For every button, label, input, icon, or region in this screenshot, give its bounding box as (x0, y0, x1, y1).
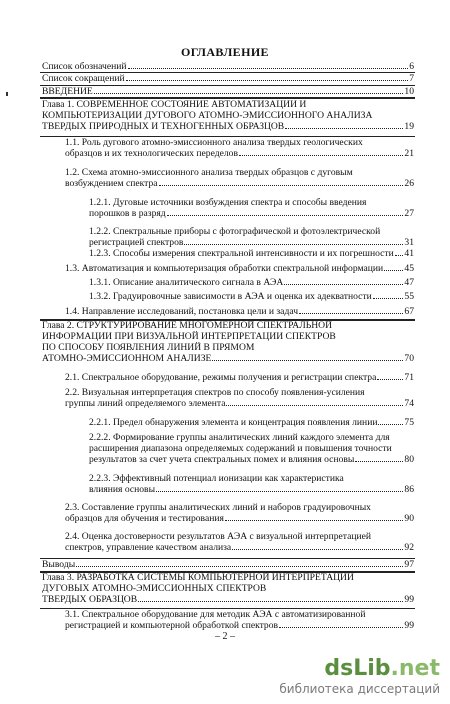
toc-entry-line: возбуждением спектра (65, 178, 158, 189)
toc-entry-line: 1.3. Автоматизация и компьютеризация обработки спектральной информации (65, 263, 384, 274)
toc-page-number: 45 (404, 263, 414, 274)
toc-entry-leader-line (89, 248, 414, 259)
page-title: ОГЛАВЛЕНИЕ (181, 45, 269, 59)
toc-entry (65, 167, 414, 189)
toc-entry (65, 137, 414, 159)
toc-page-number: 41 (404, 248, 414, 259)
toc-entry (89, 473, 414, 495)
toc-entry-line: 2.4. Оценка достоверности результатов АЭА с визуальной интерпретацией (65, 531, 372, 542)
toc-entry-leader-line (89, 454, 414, 465)
toc-page-number: 6 (409, 61, 414, 72)
toc-entry-line: регистрацией спектров (89, 237, 184, 248)
toc-entry-line: 1.2.1. Дуговые источники возбуждения спектра и способы введения (89, 197, 367, 208)
watermark-subtitle: библиотека диссертаций (279, 682, 440, 696)
toc-entry (42, 61, 414, 72)
toc-entry-leader-line (65, 398, 414, 409)
toc-entry-line: 1.1. Роль дугового атомно-эмиссионного анализа твердых геологических (65, 137, 363, 148)
toc-entry-leader-line (65, 620, 414, 631)
toc-entry (65, 372, 414, 383)
toc-page-number: 97 (404, 559, 414, 570)
toc-entry-line: результатов за счет учета спектральных помех и влияния основы (89, 454, 355, 465)
toc-entry-leader-line (89, 484, 414, 495)
toc-entry-line: ДУГОВЫХ АТОМНО-ЭМИССИОННЫХ СПЕКТРОВ (42, 583, 267, 594)
toc-page-number: 92 (404, 542, 414, 553)
toc-entry-line: 1.2.3. Способы измерения спектральной интенсивности и их погрешности (89, 248, 394, 259)
toc-page-number: 74 (404, 398, 414, 409)
toc-page-number: 71 (404, 372, 414, 383)
toc-entry (65, 387, 414, 409)
ruled-line (40, 85, 415, 86)
toc-page-number: 67 (404, 306, 414, 317)
dot-leader (373, 297, 404, 299)
toc-entry (65, 306, 414, 317)
toc-page-number: 47 (404, 277, 414, 288)
ruled-line (40, 136, 415, 137)
toc-page-number: 75 (404, 417, 414, 428)
toc-entry-leader-line (65, 178, 414, 189)
toc-entry-line: АТОМНО-ЭМИССИОННОМ АНАЛИЗЕ (42, 353, 212, 364)
toc-entry-line: Список сокращений (42, 73, 125, 84)
toc-entry (89, 248, 414, 259)
dot-leader (384, 269, 403, 271)
dot-leader (212, 359, 403, 361)
dot-leader (94, 92, 404, 94)
toc-entry-line: 2.3. Составление группы аналитических линий и наборов градуировочных (65, 502, 371, 513)
toc-entry-line: ВВЕДЕНИЕ (42, 86, 93, 97)
toc-entry-line: 2.2.3. Эффективный потенциал ионизации как характеристика (89, 473, 344, 484)
toc-entry-leader-line (89, 277, 414, 288)
toc-entry (65, 609, 414, 631)
page-number: – 2 – (215, 631, 235, 642)
toc-entry (65, 263, 414, 274)
toc-entry-line: 2.1. Спектральное оборудование, режимы получения и регистрации спектра (65, 372, 377, 383)
toc-page-number: 21 (404, 148, 414, 159)
toc-entry (65, 502, 414, 524)
toc-entry-line: 1.2.2. Спектральные приборы с фотографической и фотоэлектрической (89, 226, 381, 237)
toc-entry-line: образцов и их технологических переделов (65, 148, 238, 159)
toc-entry-leader-line (89, 291, 414, 302)
toc-entry-line: порошков в разряд (89, 208, 166, 219)
ruled-line (40, 558, 415, 559)
toc-entry-line: 1.3.2. Градуировочные зависимости в АЭА и оценка их адекватности (89, 291, 372, 302)
dot-leader (239, 154, 403, 156)
toc-page-number: 10 (404, 86, 414, 97)
toc-entry-line: КОМПЬЮТЕРИЗАЦИИ ДУГОВОГО АТОМНО-ЭМИССИОННОГО АНАЛИЗА (42, 110, 373, 121)
toc-entry (42, 559, 414, 570)
watermark (279, 657, 440, 696)
dot-leader (167, 214, 404, 216)
toc-entry-line: 1.3.1. Описание аналитического сигнала в АЭА (89, 277, 284, 288)
ruled-line (40, 608, 415, 609)
toc-entry-leader-line (65, 148, 414, 159)
toc-entry-line: ТВЕРДЫХ ОБРАЗЦОВ (42, 594, 138, 605)
toc-entry-line: 2.2.2. Формирование группы аналитических линий каждого элемента для (89, 432, 390, 443)
toc-entry-line: Глава 1. СОВРЕМЕННОЕ СОСТОЯНИЕ АВТОМАТИЗАЦИИ И (42, 99, 307, 110)
toc-page-number: 70 (404, 353, 414, 364)
toc-entry-leader-line (42, 121, 414, 132)
toc-entry-leader-line (89, 208, 414, 219)
toc-entry-line: образцов для обучения и тестирования (65, 513, 224, 524)
dot-leader (395, 254, 404, 256)
toc-entry (89, 226, 414, 248)
toc-page-number: 19 (404, 121, 414, 132)
toc-entry-leader-line (42, 61, 414, 72)
toc-entry (65, 531, 414, 553)
toc-entry-leader-line (42, 594, 414, 605)
toc-page-number: 26 (404, 178, 414, 189)
toc-entry-line: влияния основы (89, 484, 156, 495)
dot-leader (355, 460, 403, 462)
toc-chapter-entry (42, 320, 414, 364)
toc-entry (89, 277, 414, 288)
toc-chapter-entry (42, 572, 414, 605)
toc-entry-leader-line (42, 353, 414, 364)
dot-leader (299, 312, 403, 314)
toc-entry-leader-line (42, 559, 414, 570)
toc-entry-leader-line (42, 73, 414, 84)
toc-entry-leader-line (65, 372, 414, 383)
toc-entry (89, 197, 414, 219)
toc-page-number: 31 (404, 237, 414, 248)
dot-leader (126, 79, 409, 81)
dot-leader (279, 626, 403, 628)
dot-leader (184, 243, 403, 245)
toc-entry-line: группы линий определяемого элемента (65, 398, 226, 409)
toc-entry-line: 3.1. Спектральное оборудование для методик АЭА с автоматизированной (65, 609, 366, 620)
dot-leader (232, 548, 403, 550)
toc-entry-leader-line (65, 513, 414, 524)
toc-entry-line: Глава 2. СТРУКТУРИРОВАНИЕ МНОГОМЕРНОЙ СПЕКТРАЛЬНОЙ (42, 320, 333, 331)
toc-entry (42, 86, 414, 97)
toc-entry (89, 417, 414, 428)
ruled-line (40, 572, 415, 573)
toc-page-number: 99 (404, 620, 414, 631)
toc-entry (89, 432, 414, 465)
toc-entry-leader-line (89, 417, 414, 428)
toc-page-number: 27 (404, 208, 414, 219)
toc-entry-leader-line (42, 86, 414, 97)
toc-chapter-entry (42, 99, 414, 132)
toc-entry-line: 1.2. Схема атомно-эмиссионного анализа твердых образцов с дуговым (65, 167, 353, 178)
dot-leader (159, 184, 404, 186)
toc-entry-leader-line (89, 237, 414, 248)
toc-page-number: 55 (404, 291, 414, 302)
dot-leader (284, 283, 403, 285)
toc-entry-leader-line (65, 306, 414, 317)
dot-leader (156, 490, 403, 492)
dot-leader (128, 67, 409, 69)
toc-entry-line: 2.2. Визуальная интерпретация спектров по способу появления-усиления (65, 387, 365, 398)
ruled-line (40, 72, 415, 73)
toc-entry (89, 291, 414, 302)
dot-leader (377, 378, 403, 380)
dot-leader (378, 423, 403, 425)
toc-entry-line: расширения диапазона определяемых содержаний и повышения точности (89, 443, 392, 454)
toc-entry-line: спектров, управление качеством анализа (65, 542, 232, 553)
toc-entry (42, 73, 414, 84)
toc-entry-line: Список обозначений (42, 61, 127, 72)
toc-page-number: 80 (404, 454, 414, 465)
toc-entry-line: 1.4. Направление исследований, постановка цели и задач (65, 306, 299, 317)
toc-page-number: 7 (409, 73, 414, 84)
toc-entry-line: регистрацией и компьютерной обработкой спектров (65, 620, 279, 631)
toc-page-number: 99 (404, 594, 414, 605)
toc-entry-line: ПО СПОСОБУ ПОЯВЛЕНИЯ ЛИНИЙ В ПРЯМОМ (42, 342, 255, 353)
toc-entry-line: Выводы (42, 559, 76, 570)
toc-entry-leader-line (65, 263, 414, 274)
ruled-line (40, 320, 415, 321)
dot-leader (285, 127, 403, 129)
ruled-line (40, 98, 415, 99)
dot-leader (76, 565, 403, 567)
toc-page-number: 86 (404, 484, 414, 495)
toc-entry-line: ИНФОРМАЦИИ ПРИ ВИЗУАЛЬНОЙ ИНТЕРПРЕТАЦИИ СПЕКТРОВ (42, 331, 336, 342)
watermark-logo: dsLib.net (324, 656, 440, 681)
dot-leader (225, 519, 404, 521)
dot-leader (226, 404, 403, 406)
dot-leader (138, 600, 403, 602)
toc-page-number: 90 (404, 513, 414, 524)
toc-entry-line: Глава 3. РАЗРАБОТКА СИСТЕМЫ КОМПЬЮТЕРНОЙ ИНТЕРПРЕТАЦИИ (42, 572, 354, 583)
toc-entry-line: ТВЕРДЫХ ПРИРОДНЫХ И ТЕХНОГЕННЫХ ОБРАЗЦОВ (42, 121, 285, 132)
toc-entry-line: 2.2.1. Предел обнаружения элемента и концентрация появления линии (89, 417, 378, 428)
toc-entry-leader-line (65, 542, 414, 553)
